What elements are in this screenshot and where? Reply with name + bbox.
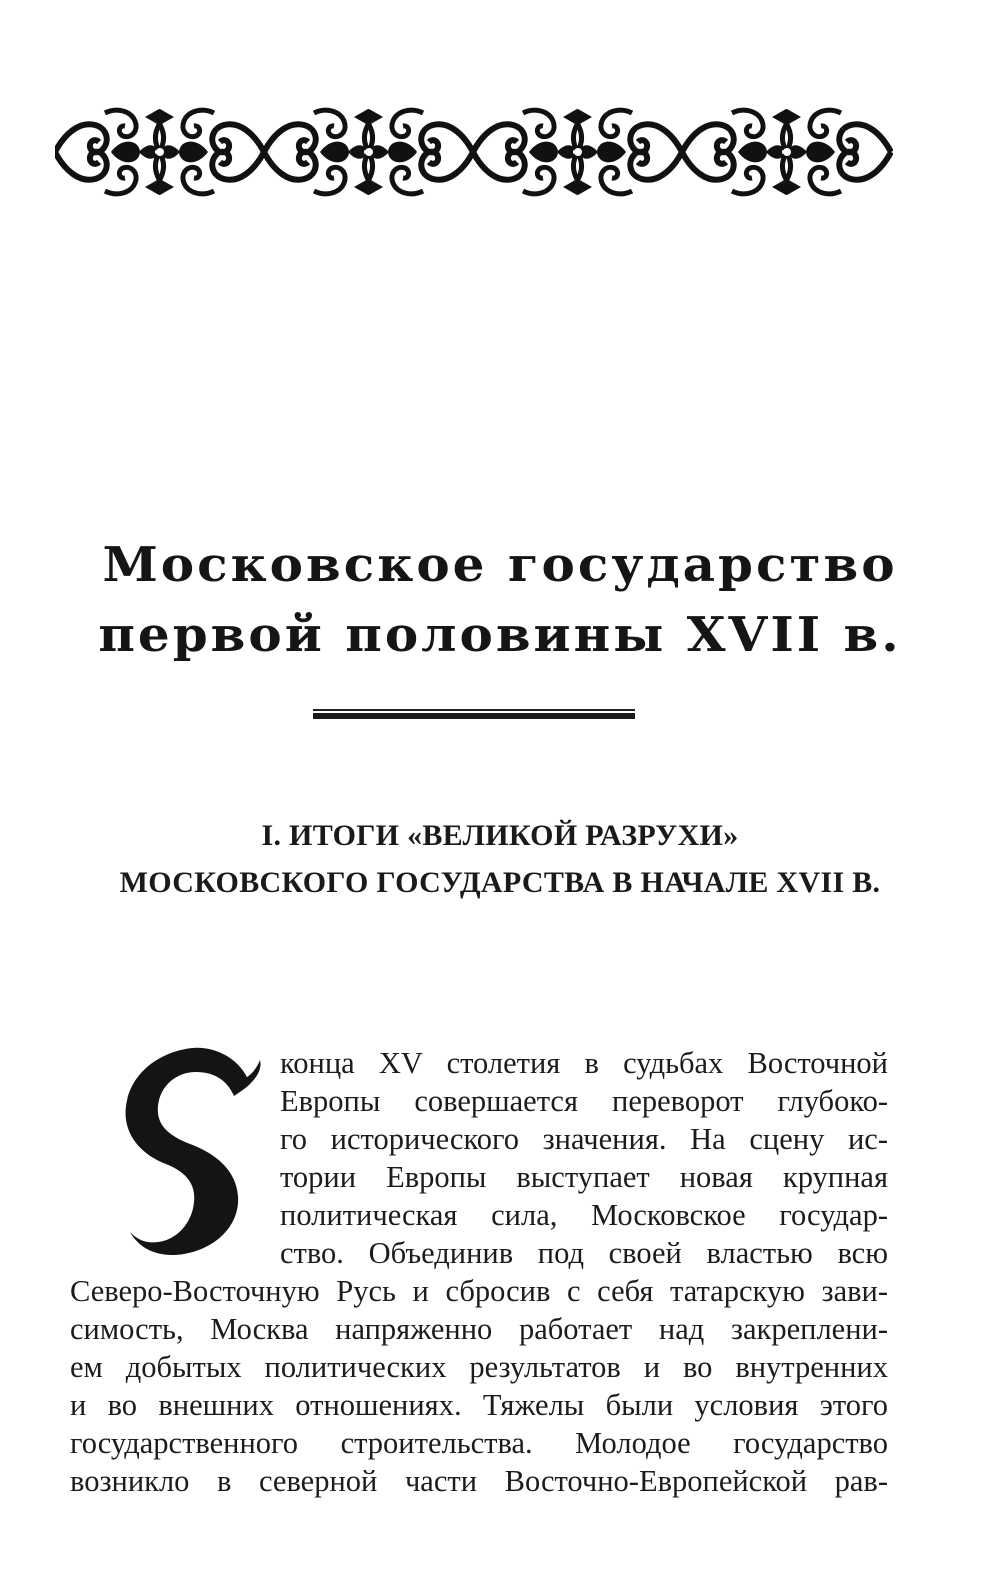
section-heading	[0, 812, 1000, 906]
body-line-12: возникло в северной части Восточно-Европейской рав-	[70, 1464, 888, 1498]
body-line-11: государственного строительства. Молодое государство	[70, 1426, 888, 1460]
body-line-2: Европы совершается переворот глубоко-	[280, 1084, 888, 1118]
body-line-10: и во внешних отношениях. Тяжелы были условия этого	[70, 1388, 888, 1422]
body-line-9: ем добытых политических результатов и во внутренних	[70, 1350, 888, 1384]
interlace-ornament-band-icon	[55, 103, 893, 201]
body-line-7: Северо-Восточную Русь и сбросив с себя татарскую зави-	[70, 1274, 888, 1308]
title-divider	[313, 709, 635, 723]
title-divider-thin-line	[313, 709, 635, 711]
chapter-title-line-1: Московское государство	[102, 536, 898, 593]
section-heading-line-2: МОСКОВСКОГО ГОСУДАРСТВА В НАЧАЛЕ XVII В.	[119, 866, 881, 899]
body-line-1: конца XV столетия в судьбах Восточной	[280, 1046, 888, 1080]
body-line-6: ство. Объединив под своей властью всю	[280, 1236, 888, 1270]
chapter-title	[0, 530, 1000, 670]
chapter-title-line-2: первой половины XVII в.	[98, 606, 902, 663]
dropcap-letter	[100, 1044, 270, 1259]
title-divider-thick-line	[313, 713, 635, 719]
body-line-4: тории Европы выступает новая крупная	[280, 1160, 888, 1194]
body-line-8: симость, Москва напряженно работает над закреплени-	[70, 1312, 888, 1346]
section-heading-line-1: I. ИТОГИ «ВЕЛИКОЙ РАЗРУХИ»	[261, 819, 739, 852]
body-line-3: го исторического значения. На сцену ис-	[280, 1122, 888, 1156]
body-line-5: политическая сила, Московское государ-	[280, 1198, 888, 1232]
